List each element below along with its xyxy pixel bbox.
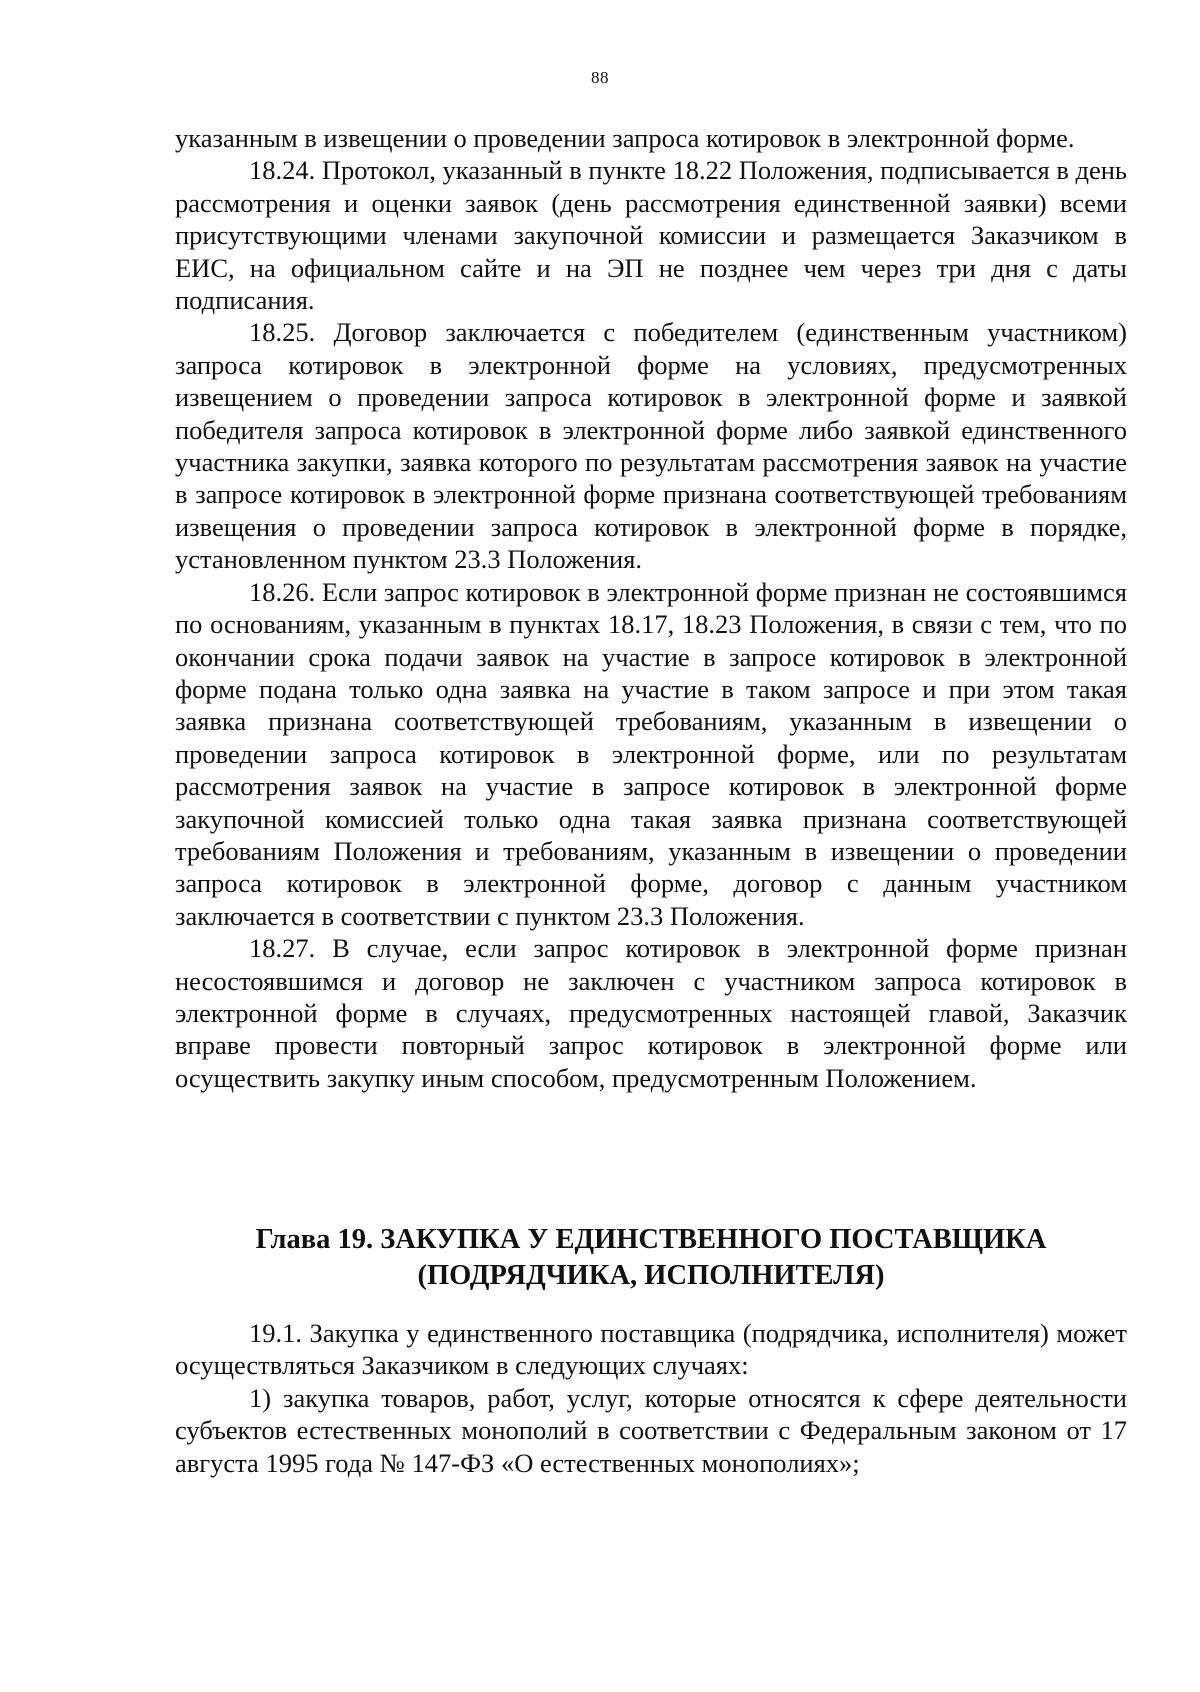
paragraph-continuation: указанным в извещении о проведении запроса котировок в электронной форме. xyxy=(175,123,1075,153)
body-text-bottom xyxy=(175,1317,1127,1479)
paragraph-18-25: 18.25. Договор заключается с победителем (единственным участником) запроса котировок в электронной форме на условиях, предусмотренных извещением о проведении запроса котировок в электронной форме и заявкой победителя запроса котировок в электронной форме либо заявкой единственного участника закупки, заявка которого по результатам рассмотрения заявок на участие в запросе котировок в электронной форме признана соответствующей требованиям извещения о проведении запроса котировок в электронной форме в порядке, установленном пунктом 23.3 Положения. xyxy=(175,317,1127,575)
chapter-title-line-2: (ПОДРЯДЧИКА, ИСПОЛНИТЕЛЯ) xyxy=(417,1260,885,1291)
paragraph-18-24: 18.24. Протокол, указанный в пункте 18.22 Положения, подписывается в день рассмотрения и оценки заявок (день рассмотрения единственной заявки) всеми присутствующими членами закупочной комиссии и размещается Заказчиком в ЕИС, на официальном сайте и на ЭП не позднее чем через три дня с даты подписания. xyxy=(175,155,1128,316)
chapter-heading xyxy=(175,1222,1127,1294)
body-text-top xyxy=(175,122,1127,1094)
paragraph-18-26: 18.26. Если запрос котировок в электронной форме признан не состоявшимся по основаниям, указанным в пунктах 18.17, 18.23 Положения, в связи с тем, что по окончании срока подачи заявок на участие в запросе котировок в электронной форме подана только одна заявка на участие в таком запросе и при этом такая заявка признана соответствующей требованиям, указанным в извещении о проведении запроса котировок в электронной форме, или по результатам рассмотрения заявок на участие в запросе котировок в электронной форме закупочной комиссией только одна такая заявка признана соответствующей требованиям Положения и требованиям, указанным в извещении о проведении запроса котировок в электронной форме, договор с данным участником заключается в соответствии с пунктом 23.3 Положения. xyxy=(175,576,1127,931)
paragraph-19-1: 19.1. Закупка у единственного поставщика (подрядчика, исполнителя) может осуществляться Заказчиком в следующих случаях: xyxy=(175,1318,1127,1381)
list-item-1: 1) закупка товаров, работ, услуг, которые относятся к сфере деятельности субъектов естественных монополий в соответствии с Федеральным законом от 17 августа 1995 года № 147-ФЗ «О естественных монополиях»; xyxy=(175,1382,1127,1478)
page-number: 88 xyxy=(591,68,609,87)
chapter-title-line-1: Глава 19. ЗАКУПКА У ЕДИНСТВЕННОГО ПОСТАВЩИКА xyxy=(255,1224,1047,1255)
paragraph-18-27: 18.27. В случае, если запрос котировок в электронной форме признан несостоявшимся и договор не заключен с участником запроса котировок в электронной форме в случаях, предусмотренных настоящей главой, Заказчик вправе провести повторный запрос котировок в электронной форме или осуществить закупку иным способом, предусмотренным Положением. xyxy=(175,933,1127,1093)
